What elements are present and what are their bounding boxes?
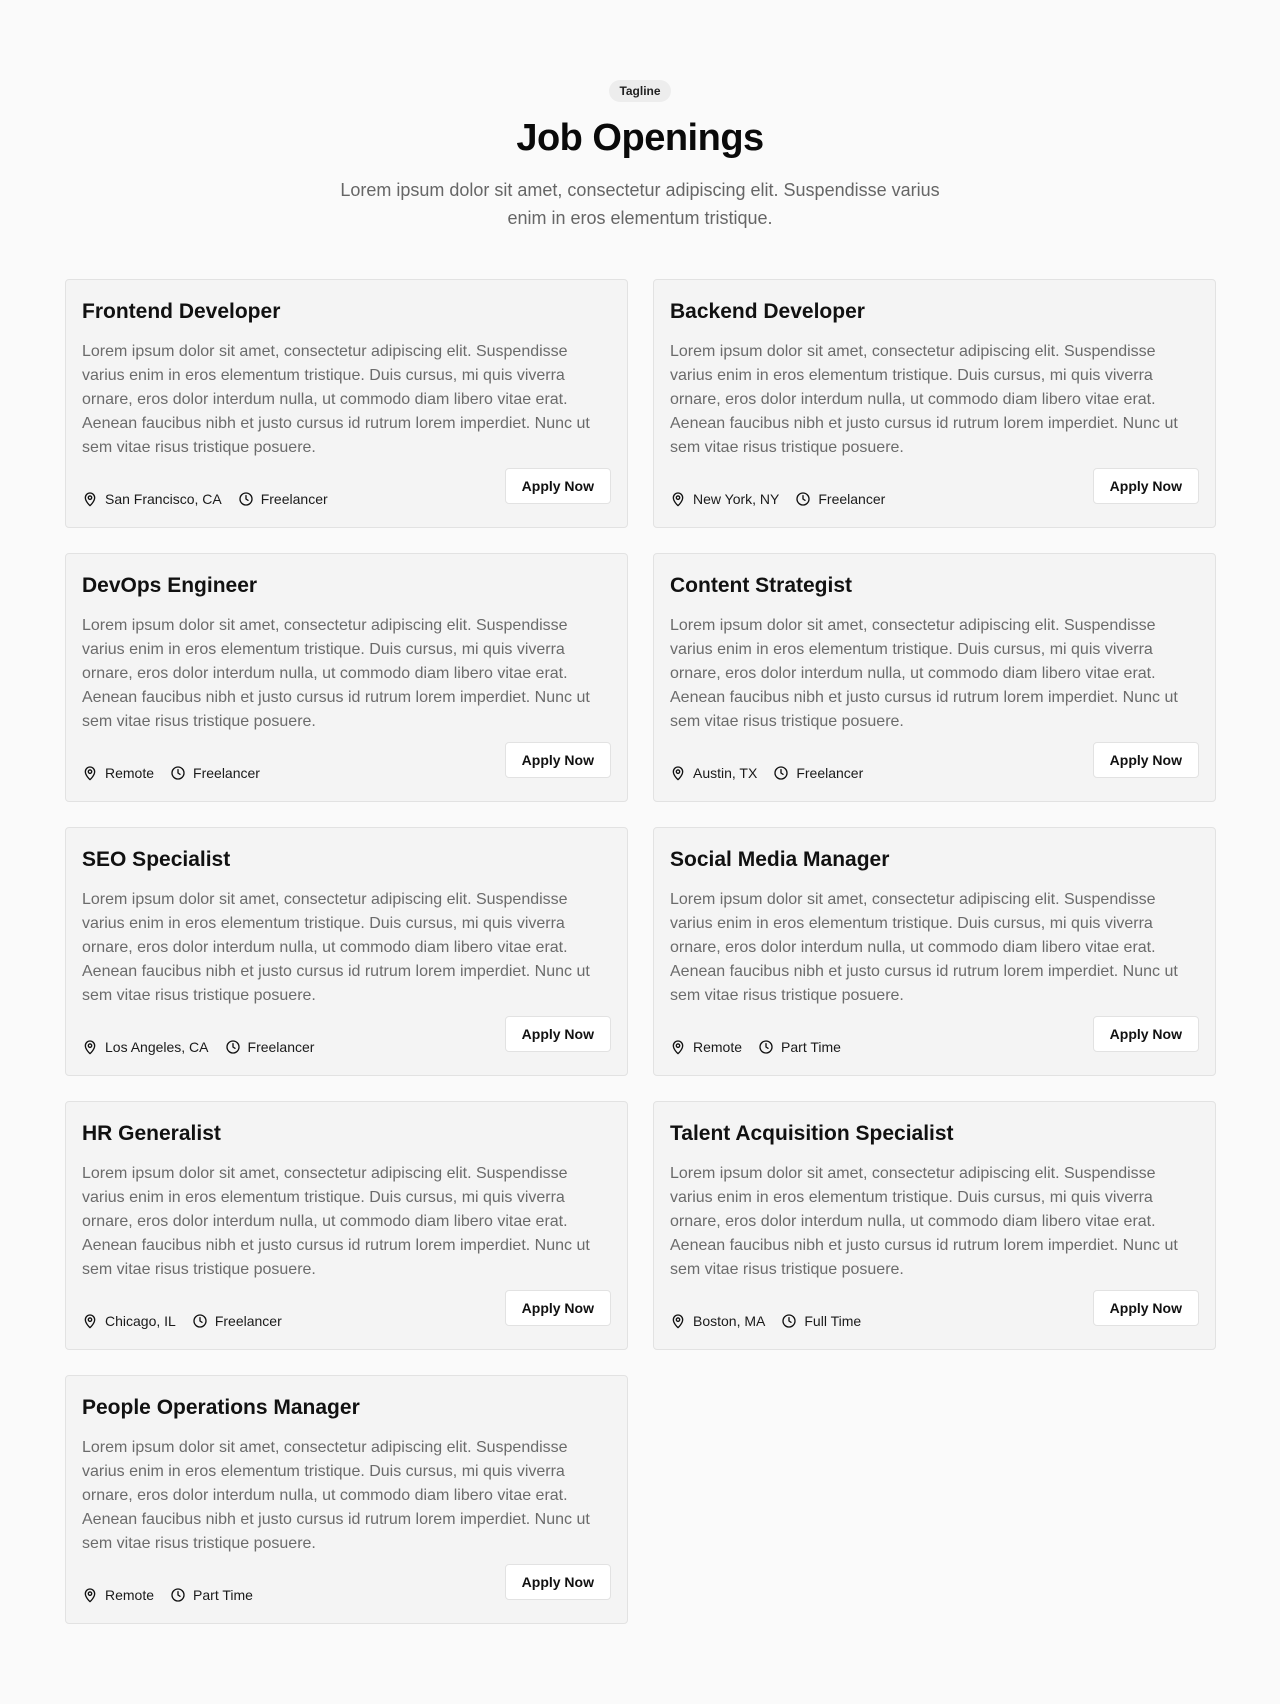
map-pin-icon (82, 765, 98, 781)
clock-icon (238, 491, 254, 507)
job-description: Lorem ipsum dolor sit amet, consectetur adipiscing elit. Suspendisse varius enim in eros elementum tristique. Duis cursus, mi quis viverra ornare, eros dolor interdum nulla, ut commodo diam libero vitae erat. Aenean faucibus nibh et justo cursus id rutrum lorem imperdiet. Nunc ut sem vitae risus tristique posuere. (82, 617, 590, 730)
apply-now-button[interactable]: Apply Now (505, 742, 611, 778)
job-location (82, 1313, 176, 1329)
job-type (773, 765, 863, 781)
job-footer (82, 1571, 611, 1607)
job-type-label: Freelancer (260, 491, 328, 507)
job-card (65, 553, 628, 802)
apply-now-button[interactable]: Apply Now (1093, 742, 1199, 778)
clock-icon (758, 1039, 774, 1055)
job-footer (82, 1023, 611, 1059)
clock-icon (795, 491, 811, 507)
apply-now-button[interactable]: Apply Now (505, 1564, 611, 1600)
job-type-label: Freelancer (247, 1039, 315, 1055)
job-description: Lorem ipsum dolor sit amet, consectetur adipiscing elit. Suspendisse varius enim in eros elementum tristique. Duis cursus, mi quis viverra ornare, eros dolor interdum nulla, ut commodo diam libero vitae erat. Aenean faucibus nibh et justo cursus id rutrum lorem imperdiet. Nunc ut sem vitae risus tristique posuere. (82, 1165, 590, 1278)
job-meta (82, 1027, 314, 1055)
job-card (65, 827, 628, 1076)
job-card (65, 1101, 628, 1350)
clock-icon (225, 1039, 241, 1055)
job-meta (82, 479, 328, 507)
map-pin-icon (670, 1039, 686, 1055)
job-type (781, 1313, 861, 1329)
clock-icon (170, 765, 186, 781)
job-type-label: Freelancer (214, 1313, 282, 1329)
job-location-label: Los Angeles, CA (105, 1039, 209, 1055)
job-location (82, 765, 154, 781)
job-meta (670, 479, 885, 507)
job-title: SEO Specialist (82, 848, 231, 871)
job-location (670, 1039, 742, 1055)
job-meta (670, 753, 863, 781)
job-type (758, 1039, 841, 1055)
apply-now-button[interactable]: Apply Now (505, 1016, 611, 1052)
job-meta (82, 1301, 282, 1329)
job-card (65, 1375, 628, 1624)
job-footer (82, 749, 611, 785)
map-pin-icon (82, 1313, 98, 1329)
job-meta (670, 1301, 861, 1329)
job-meta (670, 1027, 841, 1055)
job-title: Backend Developer (670, 300, 865, 323)
map-pin-icon (670, 765, 686, 781)
apply-now-button[interactable]: Apply Now (1093, 1290, 1199, 1326)
job-type-label: Freelancer (818, 491, 886, 507)
job-footer (670, 749, 1199, 785)
map-pin-icon (82, 491, 98, 507)
apply-now-button[interactable]: Apply Now (1093, 1016, 1199, 1052)
job-type-label: Full Time (804, 1313, 862, 1329)
job-footer (670, 475, 1199, 511)
apply-now-button[interactable]: Apply Now (1093, 468, 1199, 504)
job-card (653, 1101, 1216, 1350)
job-description: Lorem ipsum dolor sit amet, consectetur adipiscing elit. Suspendisse varius enim in eros elementum tristique. Duis cursus, mi quis viverra ornare, eros dolor interdum nulla, ut commodo diam libero vitae erat. Aenean faucibus nibh et justo cursus id rutrum lorem imperdiet. Nunc ut sem vitae risus tristique posuere. (82, 891, 590, 1004)
apply-now-button[interactable]: Apply Now (505, 468, 611, 504)
job-title: HR Generalist (82, 1122, 221, 1145)
clock-icon (781, 1313, 797, 1329)
job-card (65, 279, 628, 528)
job-meta (82, 1575, 253, 1603)
job-footer (670, 1023, 1199, 1059)
job-type (238, 491, 328, 507)
job-location-label: Chicago, IL (105, 1313, 176, 1329)
job-type (170, 765, 260, 781)
clock-icon (192, 1313, 208, 1329)
job-location-label: Boston, MA (693, 1313, 766, 1329)
job-footer (82, 475, 611, 511)
job-footer (670, 1297, 1199, 1333)
job-card (653, 279, 1216, 528)
job-type (170, 1587, 253, 1603)
job-location (82, 1587, 154, 1603)
job-description: Lorem ipsum dolor sit amet, consectetur adipiscing elit. Suspendisse varius enim in eros elementum tristique. Duis cursus, mi quis viverra ornare, eros dolor interdum nulla, ut commodo diam libero vitae erat. Aenean faucibus nibh et justo cursus id rutrum lorem imperdiet. Nunc ut sem vitae risus tristique posuere. (670, 343, 1178, 456)
job-location-label: New York, NY (693, 491, 780, 507)
job-description: Lorem ipsum dolor sit amet, consectetur adipiscing elit. Suspendisse varius enim in eros elementum tristique. Duis cursus, mi quis viverra ornare, eros dolor interdum nulla, ut commodo diam libero vitae erat. Aenean faucibus nibh et justo cursus id rutrum lorem imperdiet. Nunc ut sem vitae risus tristique posuere. (670, 891, 1178, 1004)
page-subtitle: Lorem ipsum dolor sit amet, consectetur adipiscing elit. Suspendisse varius enim in eros elementum tristique. (340, 180, 940, 228)
job-description: Lorem ipsum dolor sit amet, consectetur adipiscing elit. Suspendisse varius enim in eros elementum tristique. Duis cursus, mi quis viverra ornare, eros dolor interdum nulla, ut commodo diam libero vitae erat. Aenean faucibus nibh et justo cursus id rutrum lorem imperdiet. Nunc ut sem vitae risus tristique posuere. (82, 343, 590, 456)
job-location (82, 491, 222, 507)
job-title: Social Media Manager (670, 848, 890, 871)
clock-icon (773, 765, 789, 781)
map-pin-icon (670, 491, 686, 507)
job-type-label: Freelancer (796, 765, 864, 781)
tagline-badge: Tagline (609, 80, 670, 102)
map-pin-icon (82, 1587, 98, 1603)
job-type (225, 1039, 315, 1055)
job-description: Lorem ipsum dolor sit amet, consectetur adipiscing elit. Suspendisse varius enim in eros elementum tristique. Duis cursus, mi quis viverra ornare, eros dolor interdum nulla, ut commodo diam libero vitae erat. Aenean faucibus nibh et justo cursus id rutrum lorem imperdiet. Nunc ut sem vitae risus tristique posuere. (82, 1439, 590, 1552)
job-title: People Operations Manager (82, 1396, 360, 1419)
job-title: Frontend Developer (82, 300, 281, 323)
job-card (653, 827, 1216, 1076)
map-pin-icon (670, 1313, 686, 1329)
job-footer (82, 1297, 611, 1333)
job-location-label: Remote (105, 765, 155, 781)
job-location-label: San Francisco, CA (105, 491, 222, 507)
job-type-label: Part Time (193, 1587, 253, 1603)
job-description: Lorem ipsum dolor sit amet, consectetur adipiscing elit. Suspendisse varius enim in eros elementum tristique. Duis cursus, mi quis viverra ornare, eros dolor interdum nulla, ut commodo diam libero vitae erat. Aenean faucibus nibh et justo cursus id rutrum lorem imperdiet. Nunc ut sem vitae risus tristique posuere. (670, 1165, 1178, 1278)
clock-icon (170, 1587, 186, 1603)
section-header (0, 80, 1280, 232)
job-title: Content Strategist (670, 574, 853, 597)
job-location (670, 765, 757, 781)
job-type (192, 1313, 282, 1329)
job-list (65, 279, 1217, 1624)
job-location-label: Austin, TX (693, 765, 758, 781)
job-title: Talent Acquisition Specialist (670, 1122, 954, 1145)
page-title: Job Openings (516, 117, 764, 159)
job-type-label: Freelancer (193, 765, 260, 781)
map-pin-icon (82, 1039, 98, 1055)
job-type (795, 491, 885, 507)
job-card (653, 553, 1216, 802)
job-location-label: Remote (693, 1039, 743, 1055)
apply-now-button[interactable]: Apply Now (505, 1290, 611, 1326)
job-type-label: Part Time (781, 1039, 841, 1055)
job-location (82, 1039, 209, 1055)
job-description: Lorem ipsum dolor sit amet, consectetur adipiscing elit. Suspendisse varius enim in eros elementum tristique. Duis cursus, mi quis viverra ornare, eros dolor interdum nulla, ut commodo diam libero vitae erat. Aenean faucibus nibh et justo cursus id rutrum lorem imperdiet. Nunc ut sem vitae risus tristique posuere. (670, 617, 1178, 730)
job-location (670, 1313, 765, 1329)
job-meta (82, 753, 260, 781)
job-location-label: Remote (105, 1587, 155, 1603)
job-title: DevOps Engineer (82, 574, 258, 597)
job-location (670, 491, 779, 507)
